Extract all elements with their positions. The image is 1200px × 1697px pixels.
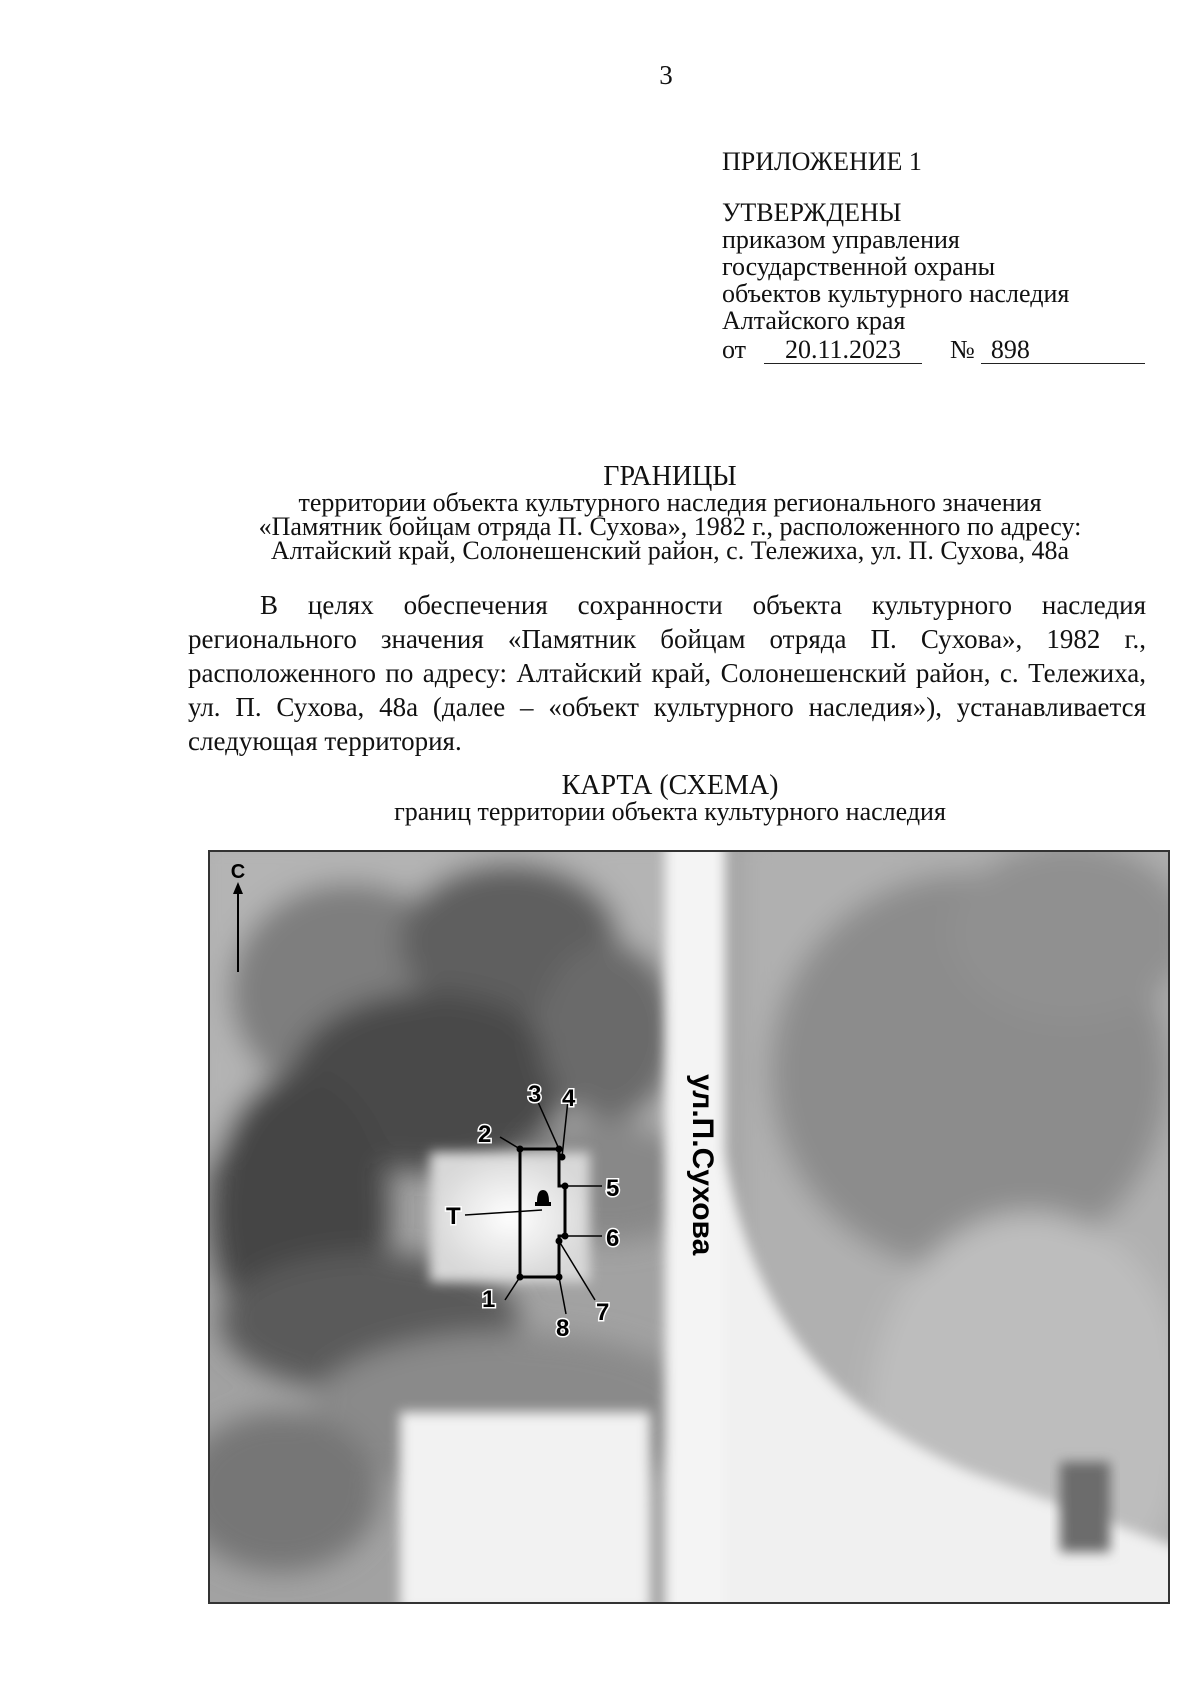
point-label: 7 bbox=[596, 1299, 610, 1326]
title-line: территории объекта культурного наследия регионального значения bbox=[298, 488, 1042, 517]
map-image bbox=[210, 852, 1168, 1602]
title-line: «Памятник бойцам отряда П. Сухова», 1982 г., расположенного по адресу: bbox=[258, 512, 1082, 541]
appendix-label: ПРИЛОЖЕНИЕ 1 bbox=[722, 147, 922, 176]
date-prefix: от bbox=[722, 335, 747, 364]
page-number: 3 bbox=[659, 60, 673, 90]
point-label: 4 bbox=[562, 1085, 576, 1112]
approval-line: приказом управления bbox=[722, 225, 960, 254]
point-label: 2 bbox=[478, 1121, 492, 1148]
map-heading: КАРТА (СХЕМА) bbox=[561, 770, 779, 801]
map-subtitle: границ территории объекта культурного наследия bbox=[394, 797, 946, 826]
approval-line: объектов культурного наследия bbox=[722, 279, 1070, 308]
approved-label: УТВЕРЖДЕНЫ bbox=[722, 198, 902, 227]
approval-block bbox=[722, 148, 1145, 364]
body-paragraph: В целях обеспечения сохранности объекта культурного наследия регионального значения «Памятник бойцам отряда П. Сухова», 1982 г., расположенного по адресу: Алтайский край, Солонешенский район, с. Тележиха, ул. П. Сухова, 48а (далее – «объект культурного наследия»), устанавливается следующая территория. bbox=[188, 590, 1146, 756]
point-label: 5 bbox=[606, 1175, 620, 1202]
approval-line: Алтайского края bbox=[722, 306, 906, 335]
street-label: ул.П.Сухова bbox=[686, 1074, 719, 1256]
map-title bbox=[180, 772, 1160, 824]
north-label: С bbox=[230, 861, 246, 883]
point-label: 1 bbox=[482, 1286, 496, 1313]
point-label: 3 bbox=[528, 1081, 542, 1108]
point-label: 6 bbox=[606, 1225, 620, 1252]
title-line: Алтайский край, Солонешенский район, с. Тележиха, ул. П. Сухова, 48а bbox=[270, 536, 1070, 565]
point-label: 8 bbox=[556, 1315, 570, 1342]
order-number: 898 bbox=[981, 336, 1145, 364]
number-sign: № bbox=[950, 335, 975, 364]
structure-right bbox=[1060, 1462, 1110, 1552]
title-heading: ГРАНИЦЫ bbox=[603, 461, 737, 492]
building bbox=[400, 1412, 650, 1602]
approval-line: государственной охраны bbox=[722, 252, 996, 281]
document-title bbox=[180, 463, 1160, 563]
order-date-number bbox=[722, 336, 1145, 364]
order-date: 20.11.2023 bbox=[764, 336, 922, 364]
boundary-map bbox=[208, 850, 1170, 1604]
monument-label: Т bbox=[446, 1203, 461, 1230]
